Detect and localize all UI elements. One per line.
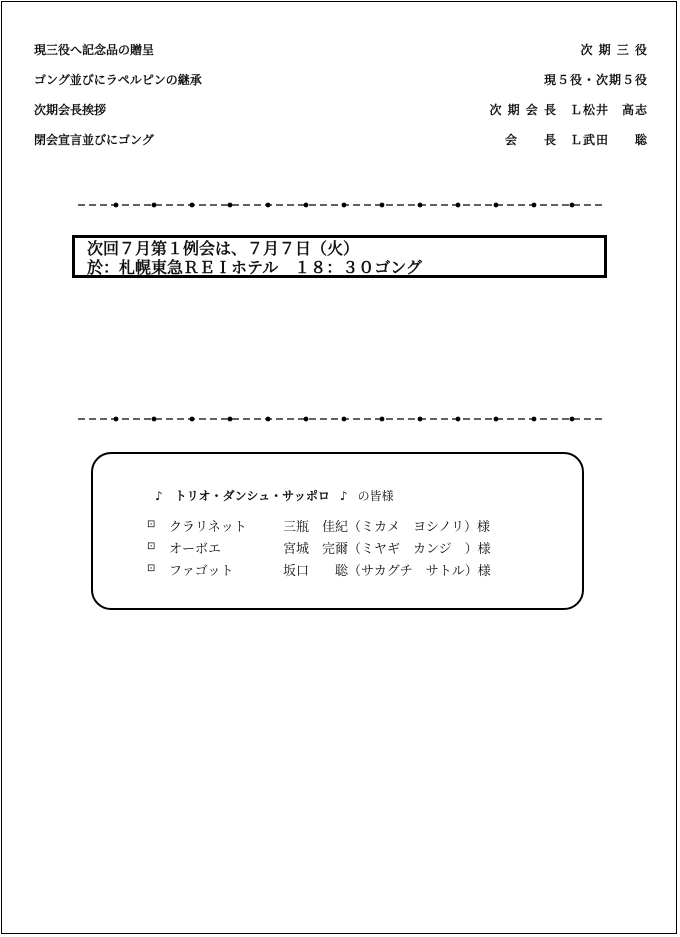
checkbox-bullet-icon: ⊡ [147,563,156,574]
performers-title [155,487,394,504]
member-part: クラリネット [169,520,247,535]
program-person: 会 長 Ｌ武田 聡 [504,133,648,147]
music-note-icon: ♪ [339,489,348,503]
dotted-divider-bottom [78,413,606,425]
program-row [34,101,648,121]
dotted-divider-top [78,199,606,211]
announcement-line-1: 次回７月第１例会は、７月７日（火） [87,239,360,258]
program-item: 閉会宣言並びにゴング [34,133,154,147]
performers-panel [91,452,584,610]
member-name: 三瓶 佳紀（ミカメ ヨシノリ）様 [283,520,490,535]
program-row [34,41,648,61]
group-name: トリオ・ダンシュ・サッポロ [174,489,330,503]
member-part: オーボエ [169,542,222,557]
next-meeting-announcement [72,235,607,278]
program-item: ゴング並びにラペルピンの継承 [34,73,202,87]
program-item: 次期会長挨拶 [34,103,107,117]
checkbox-bullet-icon: ⊡ [147,541,156,552]
program-person: 次 期 会 長 Ｌ松井 高志 [489,103,648,117]
member-name: 坂口 聡（サカグチ サトル）様 [283,564,491,579]
member-name: 宮城 完爾（ミヤギ カンジ ）様 [283,542,491,557]
program-row [34,71,648,91]
program-person: 現５役・次期５役 [543,73,648,87]
member-part: ファゴット [169,564,234,579]
program-row [34,131,648,151]
checkbox-bullet-icon: ⊡ [147,519,156,530]
music-note-icon: ♪ [155,489,163,503]
announcement-line-2: 於：札幌東急ＲＥＩホテル １８：３０ゴング [87,258,422,277]
program-person: 次 期 三 役 [580,43,648,57]
program-item: 現三役へ記念品の贈呈 [34,43,155,57]
group-suffix: の皆様 [357,489,394,503]
